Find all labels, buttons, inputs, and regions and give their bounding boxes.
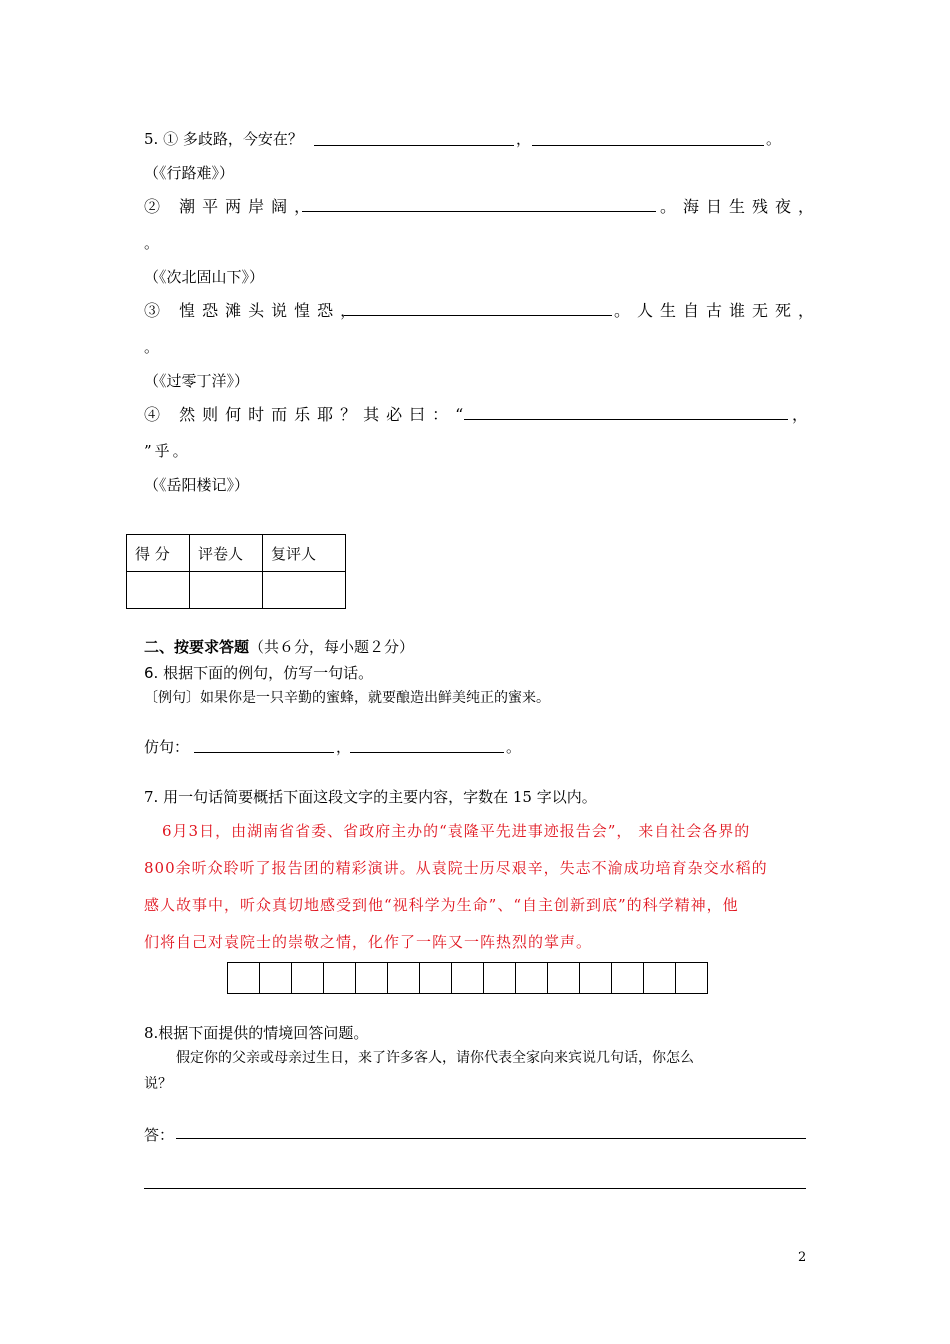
q7-grid-cell[interactable]: [611, 962, 644, 994]
q7-grid-cell[interactable]: [259, 962, 292, 994]
q5-line2-cont: 。: [144, 234, 160, 252]
q7-grid-cell[interactable]: [579, 962, 612, 994]
q5-blank-2a[interactable]: [302, 211, 656, 212]
q5-line4-start: ④ 然则何时而乐耶？其必曰：“: [144, 405, 471, 424]
q6-answer-label: 仿句：: [144, 738, 190, 756]
q5-line4-end: ，: [792, 405, 809, 424]
q5-line3-cont: 。: [144, 338, 160, 356]
q7-grid-cell[interactable]: [451, 962, 484, 994]
q6-comma: ，: [336, 738, 352, 756]
q5-line1: 5. ① 多歧路，今安在？: [144, 130, 303, 148]
q5-line3-start: ③ 惶恐滩头说惶恐，: [144, 301, 364, 320]
page-number: 2: [798, 1250, 807, 1265]
q7-passage-line-3: 感人故事中，听众真切地感受到他“视科学为生命”、“自主创新到底”的科学精神，他: [144, 896, 739, 914]
q8-answer-label: 答：: [144, 1126, 175, 1144]
q7-grid-cell[interactable]: [291, 962, 324, 994]
q5-comma: ，: [516, 130, 532, 148]
score-cell-grader[interactable]: [190, 572, 263, 609]
q5-blank-1b[interactable]: [532, 145, 764, 146]
score-header-reviewer: 复评人: [263, 535, 346, 572]
q7-passage-line-1: 6月3日，由湖南省省委、省政府主办的“袁隆平先进事迹报告会”， 来自社会各界的: [162, 822, 751, 840]
q5-line4-cont: ”乎。: [144, 442, 191, 460]
score-table: [126, 534, 346, 609]
q5-line3-end: 。人生自古谁无死，: [614, 301, 822, 320]
q7-grid-cell[interactable]: [387, 962, 420, 994]
q5-line2-start: ② 潮平两岸阔，: [144, 197, 318, 216]
q7-grid-cell[interactable]: [323, 962, 356, 994]
q5-source-1: （《行路难》）: [144, 164, 235, 182]
q5-blank-4a[interactable]: [464, 419, 788, 420]
q8-prompt-line-1: 假定你的父亲或母亲过生日，来了许多客人，请你代表全家向来宾说几句话，你怎么: [176, 1050, 694, 1066]
section2-note: （共６分，每小题２分）: [249, 638, 415, 656]
q7-grid-cell[interactable]: [483, 962, 516, 994]
score-header-grader: 评卷人: [190, 535, 263, 572]
q7-title: 7. 用一句话简要概括下面这段文字的主要内容，字数在 15 字以内。: [144, 788, 597, 806]
score-cell-score[interactable]: [127, 572, 190, 609]
q5-source-3: （《过零丁洋》）: [144, 372, 250, 390]
q7-passage-line-2: 800余听众聆听了报告团的精彩演讲。从袁院士历尽艰辛，失志不渝成功培育杂交水稻的: [144, 859, 768, 877]
q7-grid-cell[interactable]: [227, 962, 260, 994]
q8-answer-line-2[interactable]: [144, 1188, 806, 1189]
q7-grid-cell[interactable]: [515, 962, 548, 994]
q7-passage-line-4: 们将自己对袁院士的崇敬之情，化作了一阵又一阵热烈的掌声。: [144, 933, 593, 951]
q7-grid-cell[interactable]: [643, 962, 676, 994]
q7-grid-cell[interactable]: [355, 962, 388, 994]
q8-title: 8.根据下面提供的情境回答问题。: [144, 1024, 369, 1042]
q8-answer-line-1[interactable]: [176, 1138, 806, 1139]
q7-grid-cell[interactable]: [547, 962, 580, 994]
section2-heading: [144, 636, 414, 657]
q7-grid-cell[interactable]: [419, 962, 452, 994]
q5-source-4: （《岳阳楼记》）: [144, 476, 250, 494]
q5-blank-1a[interactable]: [314, 145, 514, 146]
q5-blank-3a[interactable]: [344, 315, 612, 316]
q5-source-2: （《次北固山下》）: [144, 268, 265, 286]
q7-grid-cell[interactable]: [675, 962, 708, 994]
q6-blank-2[interactable]: [350, 752, 504, 753]
q6-title: 6. 根据下面的例句，仿写一句话。: [144, 664, 374, 682]
q7-answer-grid: [228, 962, 708, 994]
score-cell-reviewer[interactable]: [263, 572, 346, 609]
section2-title: 二、按要求答题: [144, 638, 250, 656]
q6-end: 。: [506, 738, 522, 756]
q6-blank-1[interactable]: [194, 752, 334, 753]
q6-example: 〔例句〕如果你是一只辛勤的蜜蜂，就要酿造出鲜美纯正的蜜来。: [144, 690, 550, 706]
score-header-score: 得 分: [127, 535, 190, 572]
q5-end: 。: [766, 130, 782, 148]
q8-prompt-line-2: 说？: [144, 1076, 172, 1092]
q5-line2-end: 。海日生残夜，: [660, 197, 822, 216]
